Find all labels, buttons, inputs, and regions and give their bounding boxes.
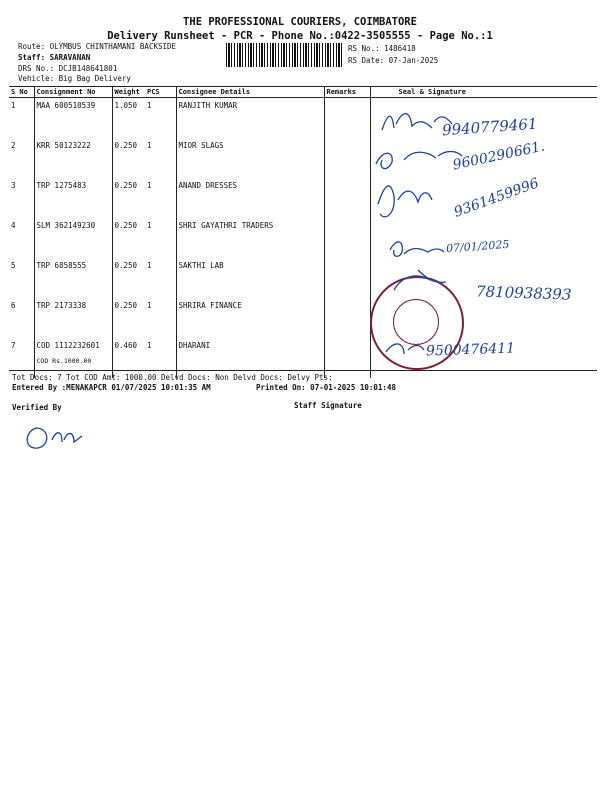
handwritten-phone: 7810938393 [475, 282, 572, 304]
consignee-cell: RANJITH KUMAR [176, 98, 324, 139]
company-title: THE PROFESSIONAL COURIERS, COIMBATORE [183, 16, 417, 28]
consignment-cell [34, 338, 112, 378]
consignee-cell: MIOR SLAGS [176, 138, 324, 178]
consignment-cell: KRR 50123222 [34, 138, 112, 178]
pcs-cell: 1 [147, 341, 152, 350]
remarks-cell [324, 338, 370, 378]
consignee-cell: SAKTHI LAB [176, 258, 324, 298]
cod-amount: COD Rs.1000.00 [36, 357, 92, 365]
consignment-cell: TRP 2173338 [34, 298, 112, 338]
pcs-cell: 1 [147, 221, 152, 230]
weight-cell: 0.250 [112, 138, 145, 178]
column-header: PCS [145, 87, 176, 98]
pcs-cell: 1 [147, 181, 152, 190]
sno-cell: 3 [11, 181, 16, 190]
vehicle-label: Vehicle: Big Bag Delivery [18, 74, 131, 83]
table-header-row [9, 87, 597, 98]
consignment-cell: MAA 600510539 [34, 98, 112, 139]
column-header: Seal & Signature [370, 87, 597, 98]
sno-cell: 7 [11, 341, 16, 350]
rs-date: RS Date: 07-Jan-2025 [348, 56, 439, 65]
barcode [226, 43, 342, 67]
pcs-cell: 1 [147, 101, 152, 110]
weight-cell: 1.050 [112, 98, 145, 139]
rs-number: RS No.: 1486418 [348, 44, 416, 53]
consignee-cell: DHARANI [176, 338, 324, 378]
column-header: Weight [112, 87, 145, 98]
entered-by: Entered By :MENAKAPCR 01/07/2025 10:01:35 AM [12, 383, 211, 392]
consignee-cell: SHRI GAYATHRI TRADERS [176, 218, 324, 258]
sno-cell: 1 [11, 101, 16, 110]
route-label: Route: OLYMBUS CHINTHAMANI BACKSIDE [18, 42, 177, 51]
sno-cell: 2 [11, 141, 16, 150]
sno-cell: 5 [11, 261, 16, 270]
weight-cell: 0.250 [112, 178, 145, 218]
table-bottom-rule [9, 370, 597, 371]
consignment-number: COD 1112232601 [36, 341, 100, 350]
handwritten-date: 07/01/2025 [445, 237, 510, 256]
remarks-cell [324, 178, 370, 218]
weight-cell: 0.250 [112, 258, 145, 298]
totals-line: Tot Docs: 7 Tot COD Amt: 1000.00 Delvd Docs: Non Delvd Docs: Delvy Pts: [12, 373, 333, 382]
pcs-cell: 1 [147, 141, 152, 150]
consignment-cell: TRP 1275483 [34, 178, 112, 218]
consignee-cell: SHRIRA FINANCE [176, 298, 324, 338]
handwritten-phone: 9940779461 [441, 114, 538, 140]
staff-label: Staff: SARAVANAN [18, 53, 91, 62]
sno-cell: 6 [11, 301, 16, 310]
pcs-cell: 1 [147, 261, 152, 270]
column-header: Consignee Details [176, 87, 324, 98]
weight-cell: 0.460 [112, 338, 145, 378]
column-header: S No [9, 87, 34, 98]
verified-signature-stroke [27, 428, 82, 448]
stamp-inner-ring [393, 299, 439, 345]
sno-cell: 4 [11, 221, 16, 230]
drs-number: DRS No.: DCJB148641801 [18, 64, 118, 73]
runsheet-subtitle: Delivery Runsheet - PCR - Phone No.:0422-3505555 - Page No.:1 [107, 30, 493, 42]
remarks-cell [324, 98, 370, 139]
printed-on: Printed On: 07-01-2025 10:01:48 [256, 383, 396, 392]
handwritten-phone: 9361459996 [451, 175, 542, 221]
consignment-cell: TRP 6858555 [34, 258, 112, 298]
remarks-cell [324, 138, 370, 178]
consignment-cell: SLM 362149230 [34, 218, 112, 258]
remarks-cell [324, 258, 370, 298]
pcs-cell: 1 [147, 301, 152, 310]
weight-cell: 0.250 [112, 298, 145, 338]
consignee-cell: ANAND DRESSES [176, 178, 324, 218]
remarks-cell [324, 218, 370, 258]
column-header: Consignment No [34, 87, 112, 98]
handwritten-phone: 9600290661. [451, 138, 547, 174]
table-row [9, 298, 597, 338]
staff-signature-label: Staff Signature [294, 401, 362, 410]
column-header: Remarks [324, 87, 370, 98]
verified-by-label: Verified By [12, 403, 62, 412]
weight-cell: 0.250 [112, 218, 145, 258]
handwritten-phone: 9500476411 [425, 340, 516, 360]
remarks-cell [324, 298, 370, 338]
